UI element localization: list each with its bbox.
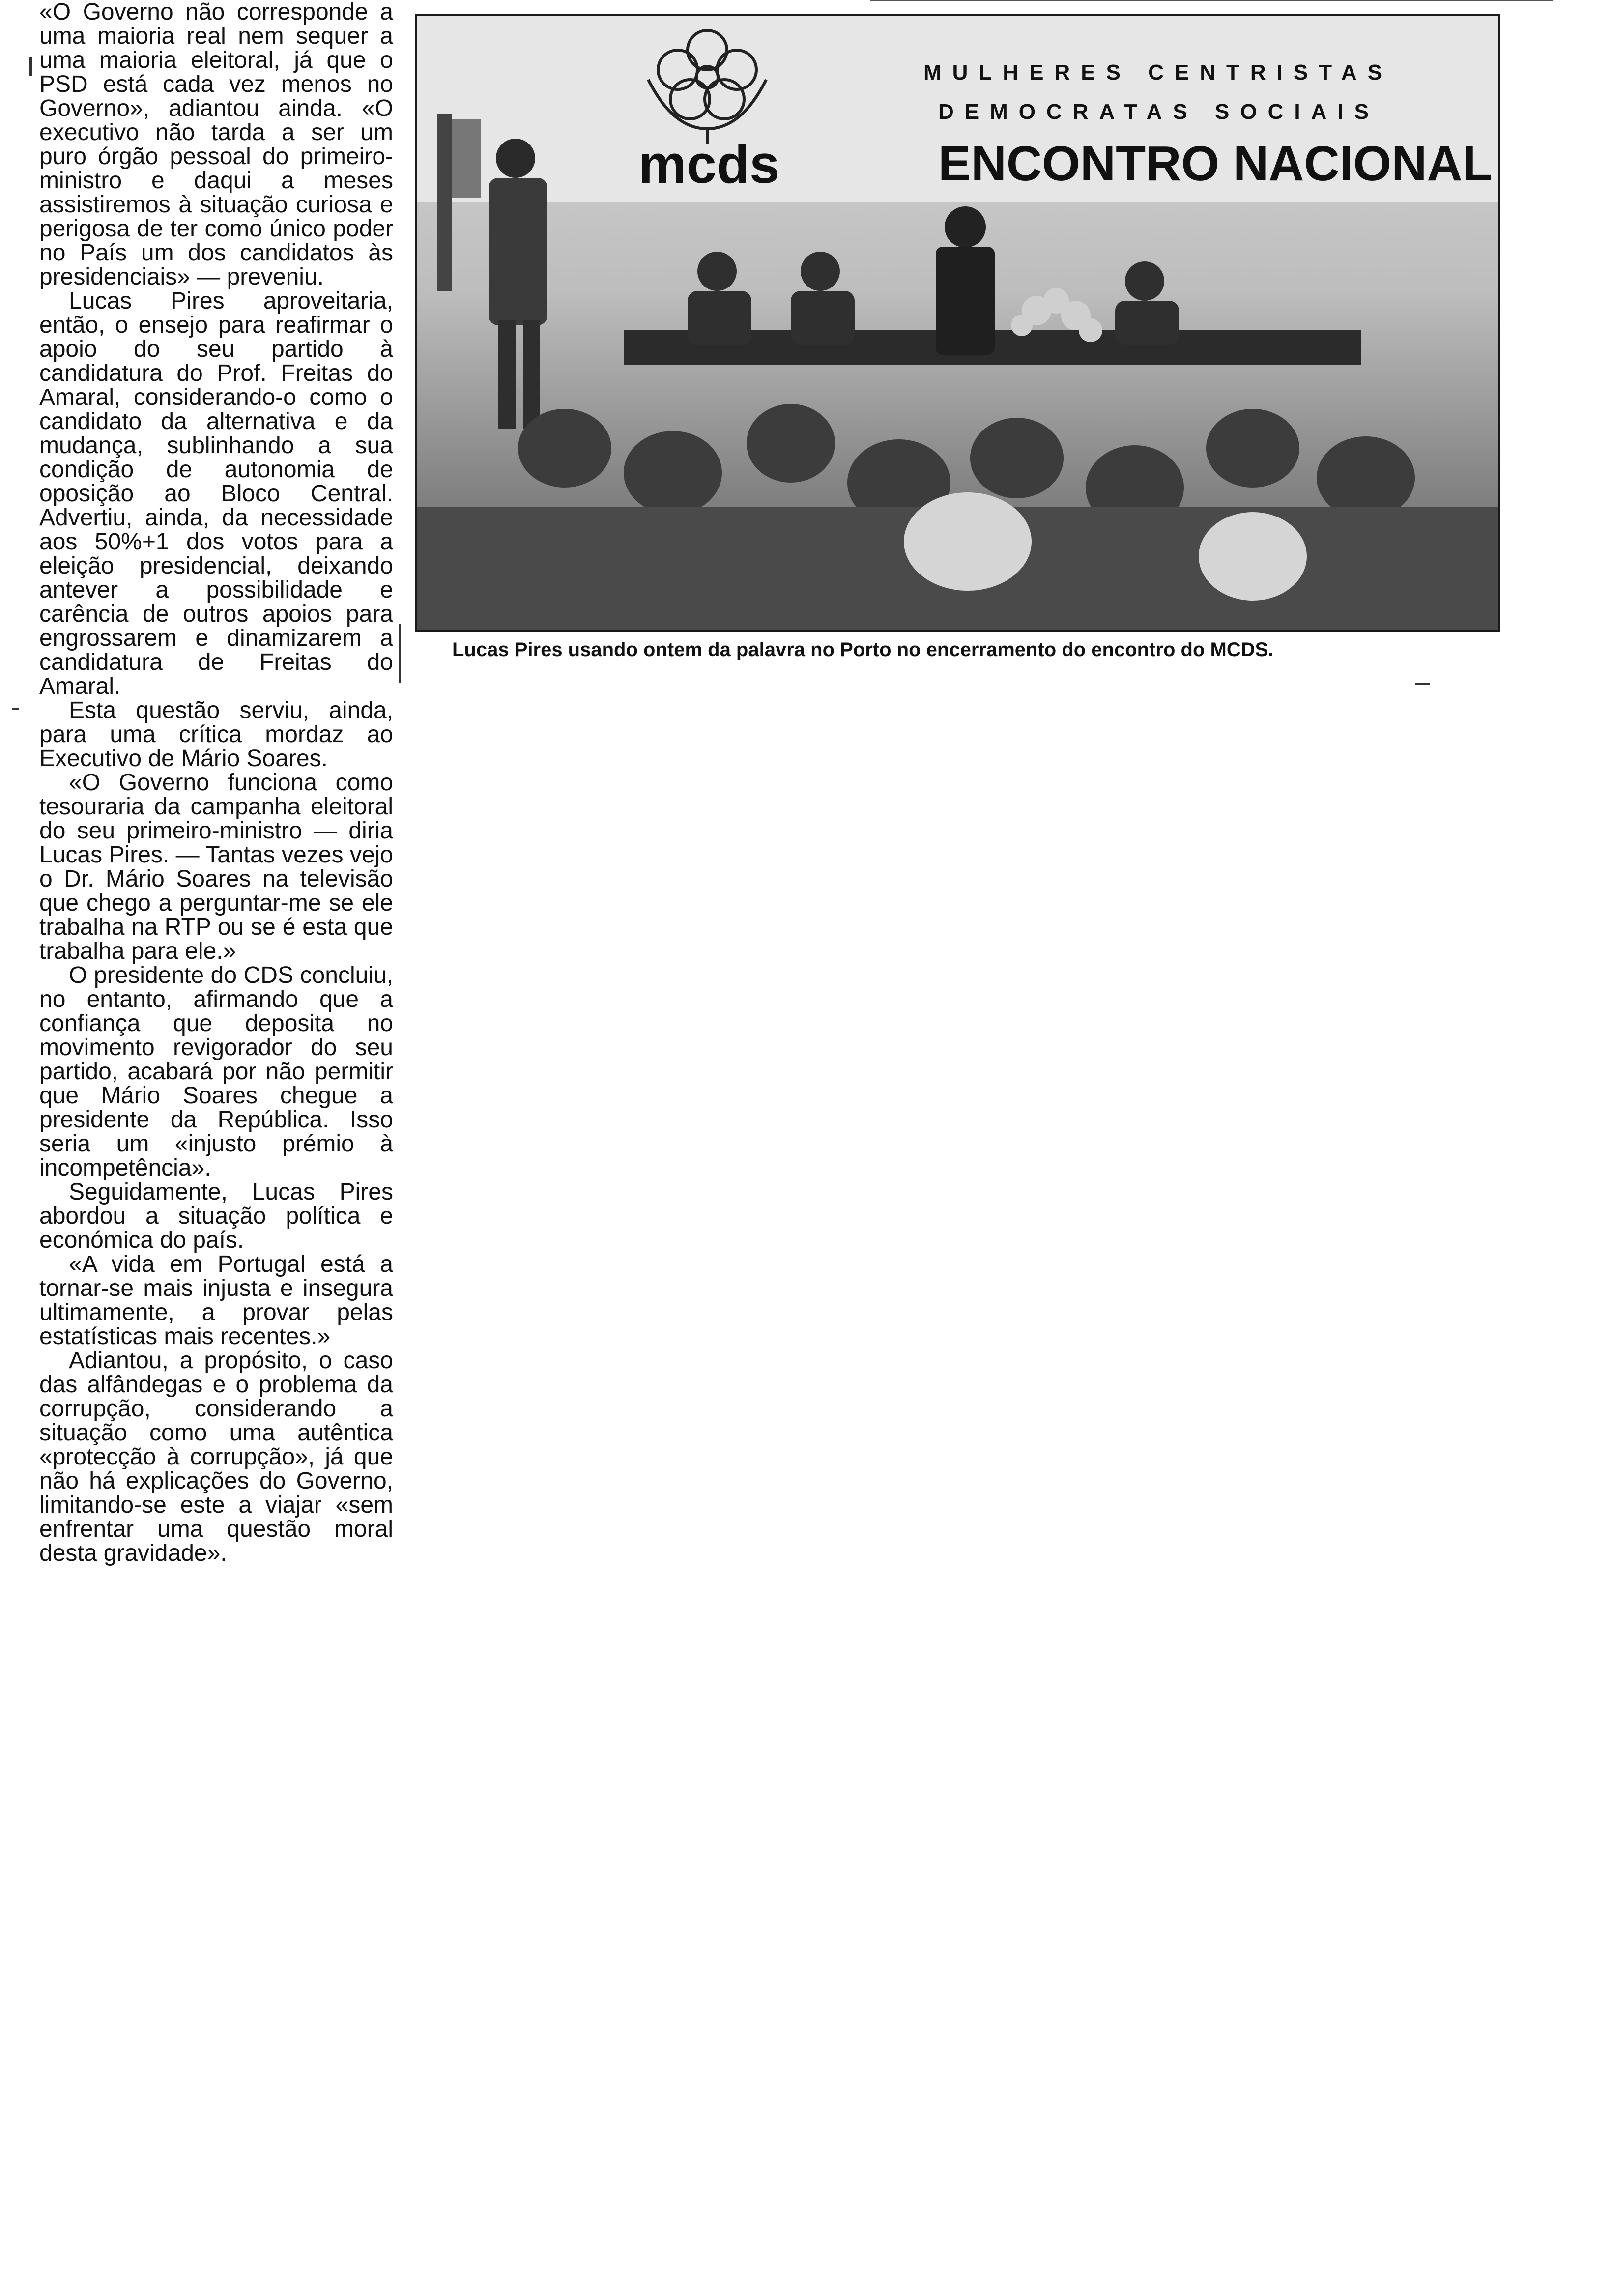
banner-line-3: ENCONTRO NACIONAL <box>938 136 1493 191</box>
article-column <box>39 0 393 1565</box>
article-paragraph-5: O presidente do CDS concluiu, no entanto, afirmando que a confiança que deposita no movimento revigorador do seu partido, acabará por não permitir que Mário Soares chegue a presidente da República. Isso seria um «injusto prémio à incompetência». <box>39 962 393 1181</box>
news-photo <box>415 14 1500 632</box>
print-speck <box>29 57 32 76</box>
flag-pole <box>437 114 452 291</box>
banner-line-1: MULHERES CENTRISTAS <box>923 60 1393 85</box>
article-paragraph-3: Esta questão serviu, ainda, para uma crítica mordaz ao Executivo de Mário Soares. <box>39 697 393 772</box>
banner-line-2: DEMOCRATAS SOCIAIS <box>938 100 1380 124</box>
article-paragraph-6: Seguidamente, Lucas Pires abordou a situação política e económica do país. <box>39 1179 393 1253</box>
column-divider <box>399 624 401 683</box>
photo-caption: Lucas Pires usando ontem da palavra no Porto no encerramento do encontro do MCDS. <box>452 639 1274 660</box>
flag <box>452 119 481 198</box>
article-paragraph-7: «A vida em Portugal está a tornar-se mais injusta e insegura ultimamente, a provar pelas estatísticas mais recentes.» <box>39 1251 393 1349</box>
print-speck <box>1415 683 1430 685</box>
logo-text: mcds <box>638 134 780 195</box>
article-paragraph-4: «O Governo funciona como tesouraria da campanha eleitoral do seu primeiro-ministro — diria Lucas Pires. — Tantas vezes vejo o Dr. Mário Soares na televisão que chego a perguntar-me se ele trabalha na RTP ou se é esta que trabalha para ele.» <box>39 770 393 964</box>
top-rule <box>870 0 1553 1</box>
article-paragraph-2: Lucas Pires aproveitaria, então, o ensejo para reafirmar o apoio do seu partido à candidatura do Prof. Freitas do Amaral, considerando-o como o candidato da alternativa e da mudança, sublinhando a sua condição de autonomia de oposição ao Bloco Central. Advertiu, ainda, da necessidade aos 50%+1 dos votos para a eleição presidencial, deixando antever a possibilidade e carência de outros apoios para engrossarem e dinamizarem a candidatura de Freitas do Amaral. <box>39 288 393 699</box>
article-paragraph-1: «O Governo não corresponde a uma maioria real nem sequer a uma maioria eleitoral, já que o PSD está cada vez menos no Governo», adiantou ainda. «O executivo não tarda a ser um puro órgão pessoal do primeiro-ministro e daqui a meses assistiremos à situação curiosa e perigosa de ter como único poder no País um dos candidatos às presidenciais» — preveniu. <box>39 0 393 290</box>
photo-scene <box>417 16 1498 630</box>
print-speck <box>12 708 19 710</box>
article-paragraph-8: Adiantou, a propósito, o caso das alfândegas e o problema da corrupção, considerando a situação como uma autêntica «protecção à corrupção», já que não há explicações do Governo, limitando-se este a viajar «sem enfrentar uma questão moral desta gravidade». <box>39 1348 393 1566</box>
